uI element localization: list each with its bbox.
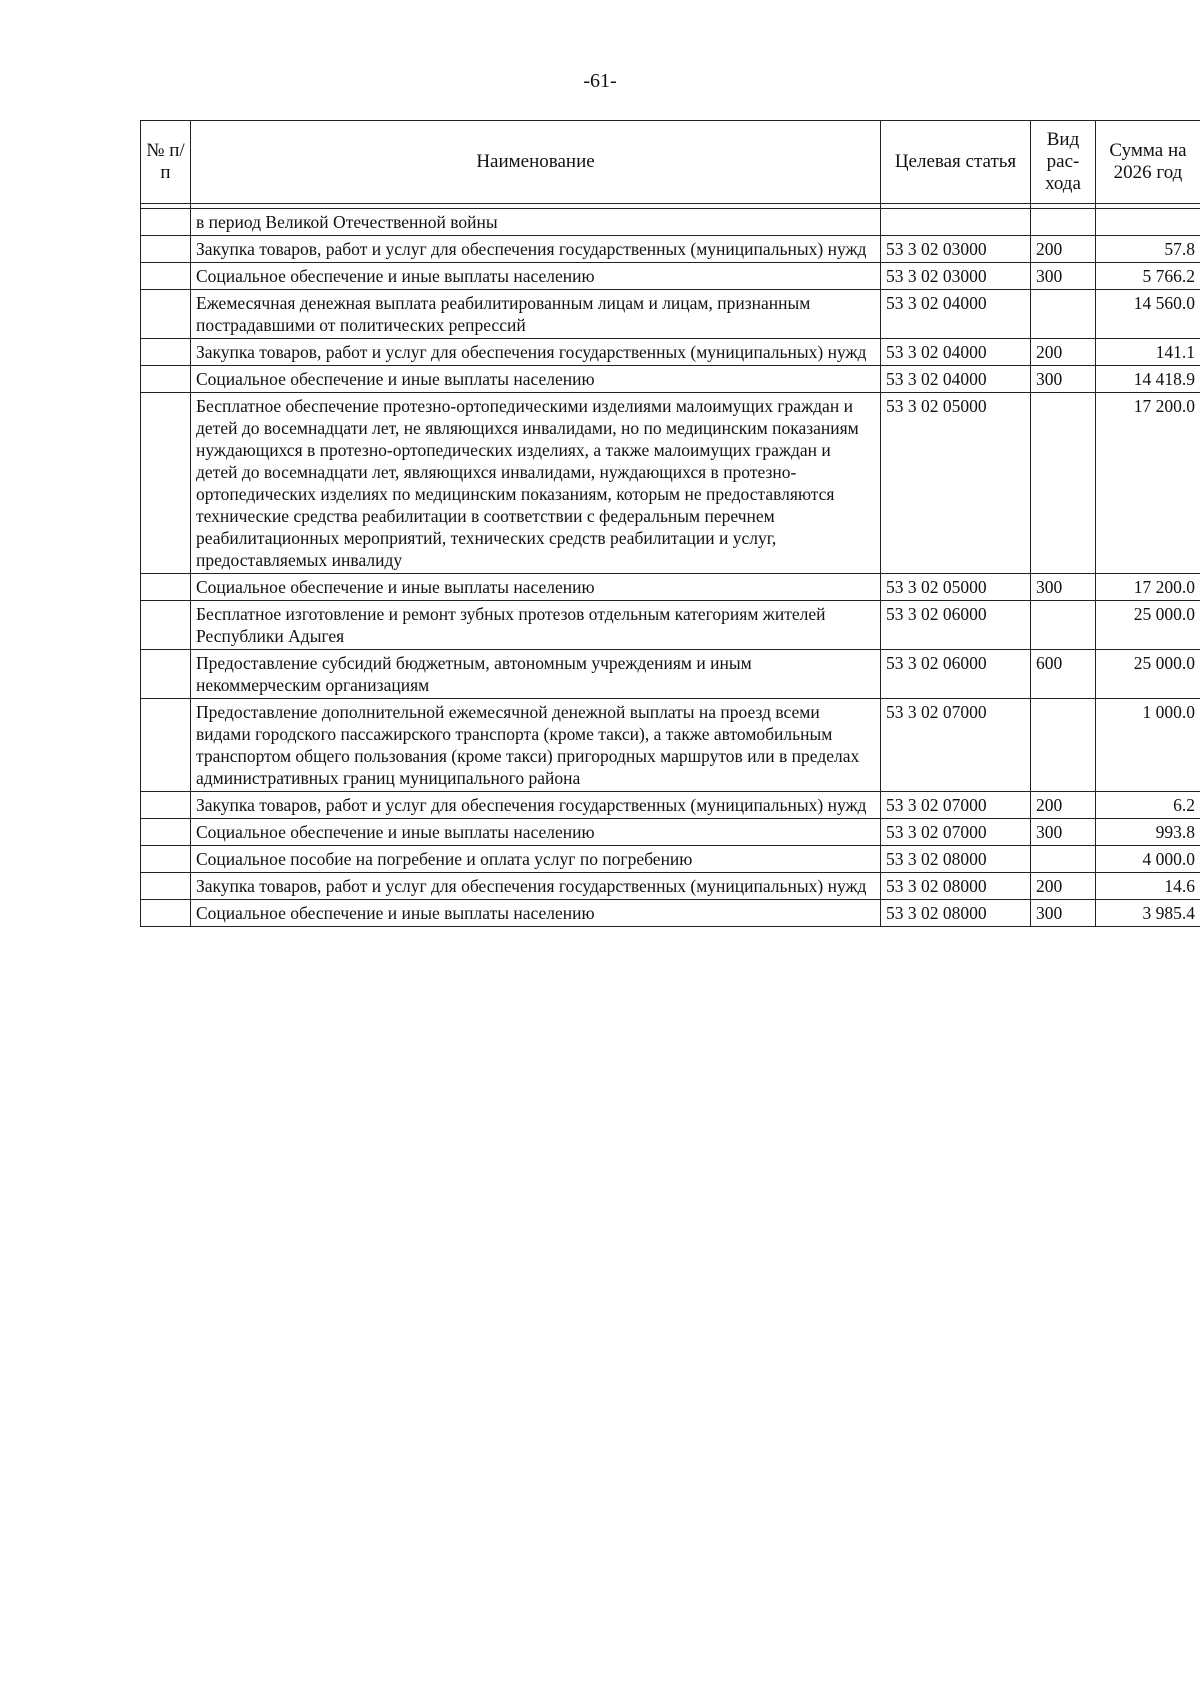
cell-name: Бесплатное обеспечение протезно-ортопедическими изделиями малоимущих граждан и детей до восемнадцати лет, не являющихся инвалидами, но по медицинским показаниям нуждающихся в протезно-ортопедических изделиях, а также малоимущих граждан и детей до восемнадцати лет, являющихся инвалидами, нуждающихся в протезно-ортопедических изделиях по медицинским показаниям, которым не предоставляются технические средства реабилитации в соответствии с федеральным перечнем реабилитационных мероприятий, технических средств реабилитации и услуг, предоставляемых инвалиду [191, 393, 881, 574]
cell-target-article: 53 3 02 07000 [881, 699, 1031, 792]
cell-sum: 14.6 [1096, 873, 1200, 900]
header-target-article: Целевая статья [881, 121, 1031, 204]
cell-index [141, 290, 191, 339]
cell-index [141, 263, 191, 290]
table-row [141, 601, 1200, 650]
cell-name: Закупка товаров, работ и услуг для обеспечения государственных (муниципальных) нужд [191, 339, 881, 366]
cell-index [141, 900, 191, 927]
cell-target-article: 53 3 02 04000 [881, 339, 1031, 366]
cell-target-article: 53 3 02 06000 [881, 650, 1031, 699]
cell-index [141, 393, 191, 574]
cell-expense-type: 200 [1031, 873, 1096, 900]
cell-name: Социальное обеспечение и иные выплаты населению [191, 263, 881, 290]
cell-name: Предоставление дополнительной ежемесячной денежной выплаты на проезд всеми видами городского пассажирского транспорта (кроме такси), а также автомобильным транспортом общего пользования (кроме такси) пригородных маршрутов или в пределах административных границ муниципального района [191, 699, 881, 792]
cell-name: Закупка товаров, работ и услуг для обеспечения государственных (муниципальных) нужд [191, 873, 881, 900]
cell-name: Социальное обеспечение и иные выплаты населению [191, 819, 881, 846]
table-body [141, 204, 1200, 927]
cell-target-article: 53 3 02 04000 [881, 290, 1031, 339]
cell-name: Ежемесячная денежная выплата реабилитированным лицам и лицам, признанным пострадавшими от политических репрессий [191, 290, 881, 339]
cell-sum: 57.8 [1096, 236, 1200, 263]
cell-sum: 6.2 [1096, 792, 1200, 819]
table-row [141, 873, 1200, 900]
cell-sum: 993.8 [1096, 819, 1200, 846]
cell-index [141, 366, 191, 393]
cell-expense-type: 200 [1031, 792, 1096, 819]
cell-index [141, 601, 191, 650]
cell-index [141, 339, 191, 366]
cell-index [141, 209, 191, 236]
table-row [141, 209, 1200, 236]
cell-sum: 141.1 [1096, 339, 1200, 366]
header-index: № п/п [141, 121, 191, 204]
cell-index [141, 699, 191, 792]
cell-target-article: 53 3 02 07000 [881, 819, 1031, 846]
cell-index [141, 792, 191, 819]
table-row [141, 650, 1200, 699]
cell-index [141, 819, 191, 846]
cell-sum: 17 200.0 [1096, 393, 1200, 574]
cell-expense-type [1031, 290, 1096, 339]
cell-expense-type: 300 [1031, 366, 1096, 393]
cell-name: Социальное обеспечение и иные выплаты населению [191, 900, 881, 927]
cell-name: в период Великой Отечественной войны [191, 209, 881, 236]
cell-name: Закупка товаров, работ и услуг для обеспечения государственных (муниципальных) нужд [191, 792, 881, 819]
cell-name: Социальное обеспечение и иные выплаты населению [191, 366, 881, 393]
table-row [141, 900, 1200, 927]
cell-index [141, 574, 191, 601]
cell-index [141, 236, 191, 263]
table-row [141, 263, 1200, 290]
table-row [141, 236, 1200, 263]
cell-target-article: 53 3 02 05000 [881, 393, 1031, 574]
cell-sum: 3 985.4 [1096, 900, 1200, 927]
cell-expense-type [1031, 846, 1096, 873]
cell-target-article [881, 209, 1031, 236]
cell-expense-type: 300 [1031, 900, 1096, 927]
cell-target-article: 53 3 02 08000 [881, 873, 1031, 900]
table-row [141, 366, 1200, 393]
table-row [141, 574, 1200, 601]
cell-target-article: 53 3 02 03000 [881, 236, 1031, 263]
cell-expense-type: 200 [1031, 339, 1096, 366]
cell-target-article: 53 3 02 08000 [881, 846, 1031, 873]
header-name: Наименование [191, 121, 881, 204]
cell-sum: 14 560.0 [1096, 290, 1200, 339]
table-row [141, 339, 1200, 366]
cell-expense-type: 600 [1031, 650, 1096, 699]
cell-sum: 14 418.9 [1096, 366, 1200, 393]
page-number: -61- [583, 70, 617, 92]
cell-name: Бесплатное изготовление и ремонт зубных протезов отдельным категориям жителей Республики Адыгея [191, 601, 881, 650]
table-row [141, 846, 1200, 873]
cell-sum: 5 766.2 [1096, 263, 1200, 290]
cell-sum: 25 000.0 [1096, 601, 1200, 650]
cell-name: Предоставление субсидий бюджетным, автономным учреждениям и иным некоммерческим организациям [191, 650, 881, 699]
cell-expense-type: 300 [1031, 263, 1096, 290]
table-row [141, 792, 1200, 819]
cell-sum: 25 000.0 [1096, 650, 1200, 699]
cell-target-article: 53 3 02 04000 [881, 366, 1031, 393]
cell-sum [1096, 209, 1200, 236]
cell-expense-type: 200 [1031, 236, 1096, 263]
budget-table [140, 120, 1200, 927]
cell-name: Закупка товаров, работ и услуг для обеспечения государственных (муниципальных) нужд [191, 236, 881, 263]
table-header-row [141, 121, 1200, 204]
cell-sum: 4 000.0 [1096, 846, 1200, 873]
cell-expense-type [1031, 209, 1096, 236]
cell-name: Социальное пособие на погребение и оплата услуг по погребению [191, 846, 881, 873]
header-sum-2026: Сумма на 2026 год [1096, 121, 1200, 204]
table-row [141, 393, 1200, 574]
header-expense-type: Вид рас-хода [1031, 121, 1096, 204]
cell-sum: 1 000.0 [1096, 699, 1200, 792]
table-row [141, 819, 1200, 846]
cell-index [141, 846, 191, 873]
cell-target-article: 53 3 02 07000 [881, 792, 1031, 819]
cell-expense-type: 300 [1031, 574, 1096, 601]
cell-index [141, 650, 191, 699]
cell-target-article: 53 3 02 06000 [881, 601, 1031, 650]
table-row [141, 290, 1200, 339]
table-row [141, 699, 1200, 792]
cell-sum: 17 200.0 [1096, 574, 1200, 601]
cell-expense-type [1031, 393, 1096, 574]
cell-name: Социальное обеспечение и иные выплаты населению [191, 574, 881, 601]
cell-target-article: 53 3 02 03000 [881, 263, 1031, 290]
cell-expense-type [1031, 699, 1096, 792]
cell-target-article: 53 3 02 08000 [881, 900, 1031, 927]
cell-expense-type: 300 [1031, 819, 1096, 846]
cell-index [141, 873, 191, 900]
cell-target-article: 53 3 02 05000 [881, 574, 1031, 601]
cell-expense-type [1031, 601, 1096, 650]
